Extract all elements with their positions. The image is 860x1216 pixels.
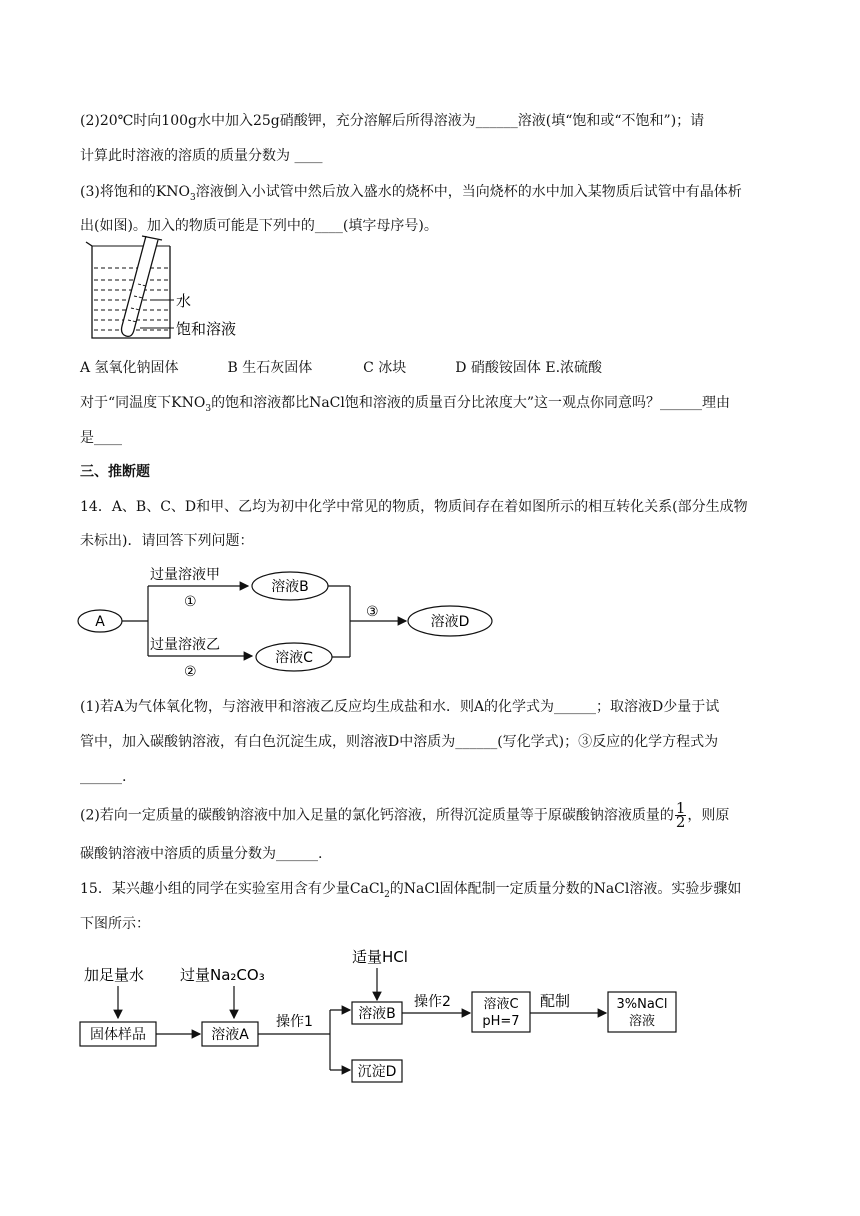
add-water-label: 加足量水 bbox=[84, 966, 145, 984]
svg-text:3%NaCl: 3%NaCl bbox=[616, 997, 668, 1012]
add-hcl-label: 适量HCl bbox=[352, 948, 408, 966]
q13-part3-line2: 出(如图)。加入的物质可能是下列中的____(填字母序号)。 bbox=[80, 218, 438, 234]
q14-part1-line1: (1)若A为气体氧化物，与溶液甲和溶液乙反应均生成盐和水．则A的化学式为______；取溶液D少量于试 bbox=[80, 699, 720, 715]
label-water: 水 bbox=[176, 292, 192, 310]
q13-options bbox=[80, 358, 602, 378]
fraction-one-half: $\frac{1}{2}$ bbox=[675, 799, 686, 831]
arrow-bottom-number: ② bbox=[184, 664, 197, 680]
arrow-top-label: 过量溶液甲 bbox=[150, 567, 220, 583]
q15-intro-line2: 下图所示： bbox=[80, 916, 150, 932]
prepare-label: 配制 bbox=[540, 992, 571, 1010]
svg-text:固体样品: 固体样品 bbox=[90, 1027, 146, 1043]
q13-part2-line1: (2)20℃时向100g水中加入25g硝酸钾，充分溶解后所得溶液为______溶液(填“饱和或“不饱和”)；请 bbox=[80, 113, 705, 129]
q14-part1-line2: 管中，加入碳酸钠溶液，有白色沉淀生成，则溶液D中溶质为______(写化学式)；③反应的化学方程式为 bbox=[80, 734, 719, 750]
arrow-bottom-label: 过量溶液乙 bbox=[150, 637, 220, 653]
q14-intro-line2: 未标出)．请回答下列问题： bbox=[80, 533, 254, 549]
option-a: A 氢氧化钠固体 bbox=[80, 360, 179, 376]
option-d: D 硝酸铵固体 bbox=[455, 360, 541, 376]
q13-part3-line1: (3)将饱和的$KNO_3$溶液倒入小试管中然后放入盛水的烧杯中，当向烧杯的水中加入某物质后试管中有晶体析 bbox=[80, 184, 742, 203]
option-c: C 冰块 bbox=[363, 360, 407, 376]
svg-text:溶液D: 溶液D bbox=[430, 614, 470, 630]
q14-part2-line1: (2)若向一定质量的碳酸钠溶液中加入足量的氯化钙溶液，所得沉淀质量等于原碳酸钠溶液质量的 $\frac{1}{2}$ ，则原 bbox=[80, 799, 730, 831]
arrow-top-number: ① bbox=[184, 594, 197, 610]
svg-text:溶液A: 溶液A bbox=[211, 1027, 249, 1043]
option-b: B 生石灰固体 bbox=[227, 360, 313, 376]
test-tube bbox=[122, 236, 163, 336]
section-heading: 三、推断题 bbox=[80, 464, 150, 480]
q14-intro-line1: 14．A、B、C、D和甲、乙均为初中化学中常见的物质，物质间存在着如图所示的相互转化关系(部分生成物 bbox=[80, 499, 748, 515]
q14-part1-line3: ______. bbox=[80, 769, 127, 785]
svg-text:溶液: 溶液 bbox=[628, 1014, 656, 1029]
q13-part2-line2: 计算此时溶液的溶质的质量分数为 ____ bbox=[80, 148, 323, 164]
q15-intro-line1: 15．某兴趣小组的同学在实验室用含有少量CaCl$_2$的NaCl固体配制一定质量分数的NaCl溶液。实验步骤如 bbox=[80, 881, 742, 900]
operation-2-label: 操作2 bbox=[414, 994, 451, 1010]
svg-text:溶液C: 溶液C bbox=[483, 997, 519, 1012]
q15-flow-diagram bbox=[76, 940, 716, 1090]
add-na2co3-label: 过量Na₂CO₃ bbox=[180, 966, 265, 984]
option-e: E.浓硫酸 bbox=[545, 360, 603, 376]
svg-text:沉淀D: 沉淀D bbox=[357, 1064, 397, 1080]
beaker-figure bbox=[80, 232, 250, 344]
q14-transformation-diagram bbox=[76, 558, 516, 680]
q14-part2-line2: 碳酸钠溶液中溶质的质量分数为______. bbox=[80, 846, 323, 862]
ph-label: pH=7 bbox=[482, 1014, 520, 1029]
q13-opinion-line1: 对于“同温度下$KNO_3$的饱和溶液都比NaCl饱和溶液的质量百分比浓度大”这一观点你同意吗？______理由 bbox=[80, 395, 731, 414]
svg-text:A: A bbox=[95, 614, 105, 630]
arrow-merge-number: ③ bbox=[366, 604, 379, 620]
svg-text:溶液C: 溶液C bbox=[275, 650, 313, 666]
q13-opinion-line2: 是____ bbox=[80, 430, 122, 446]
label-saturated-solution: 饱和溶液 bbox=[176, 320, 237, 338]
operation-1-label: 操作1 bbox=[276, 1014, 313, 1030]
svg-text:溶液B: 溶液B bbox=[358, 1006, 396, 1022]
svg-text:溶液B: 溶液B bbox=[271, 579, 309, 595]
